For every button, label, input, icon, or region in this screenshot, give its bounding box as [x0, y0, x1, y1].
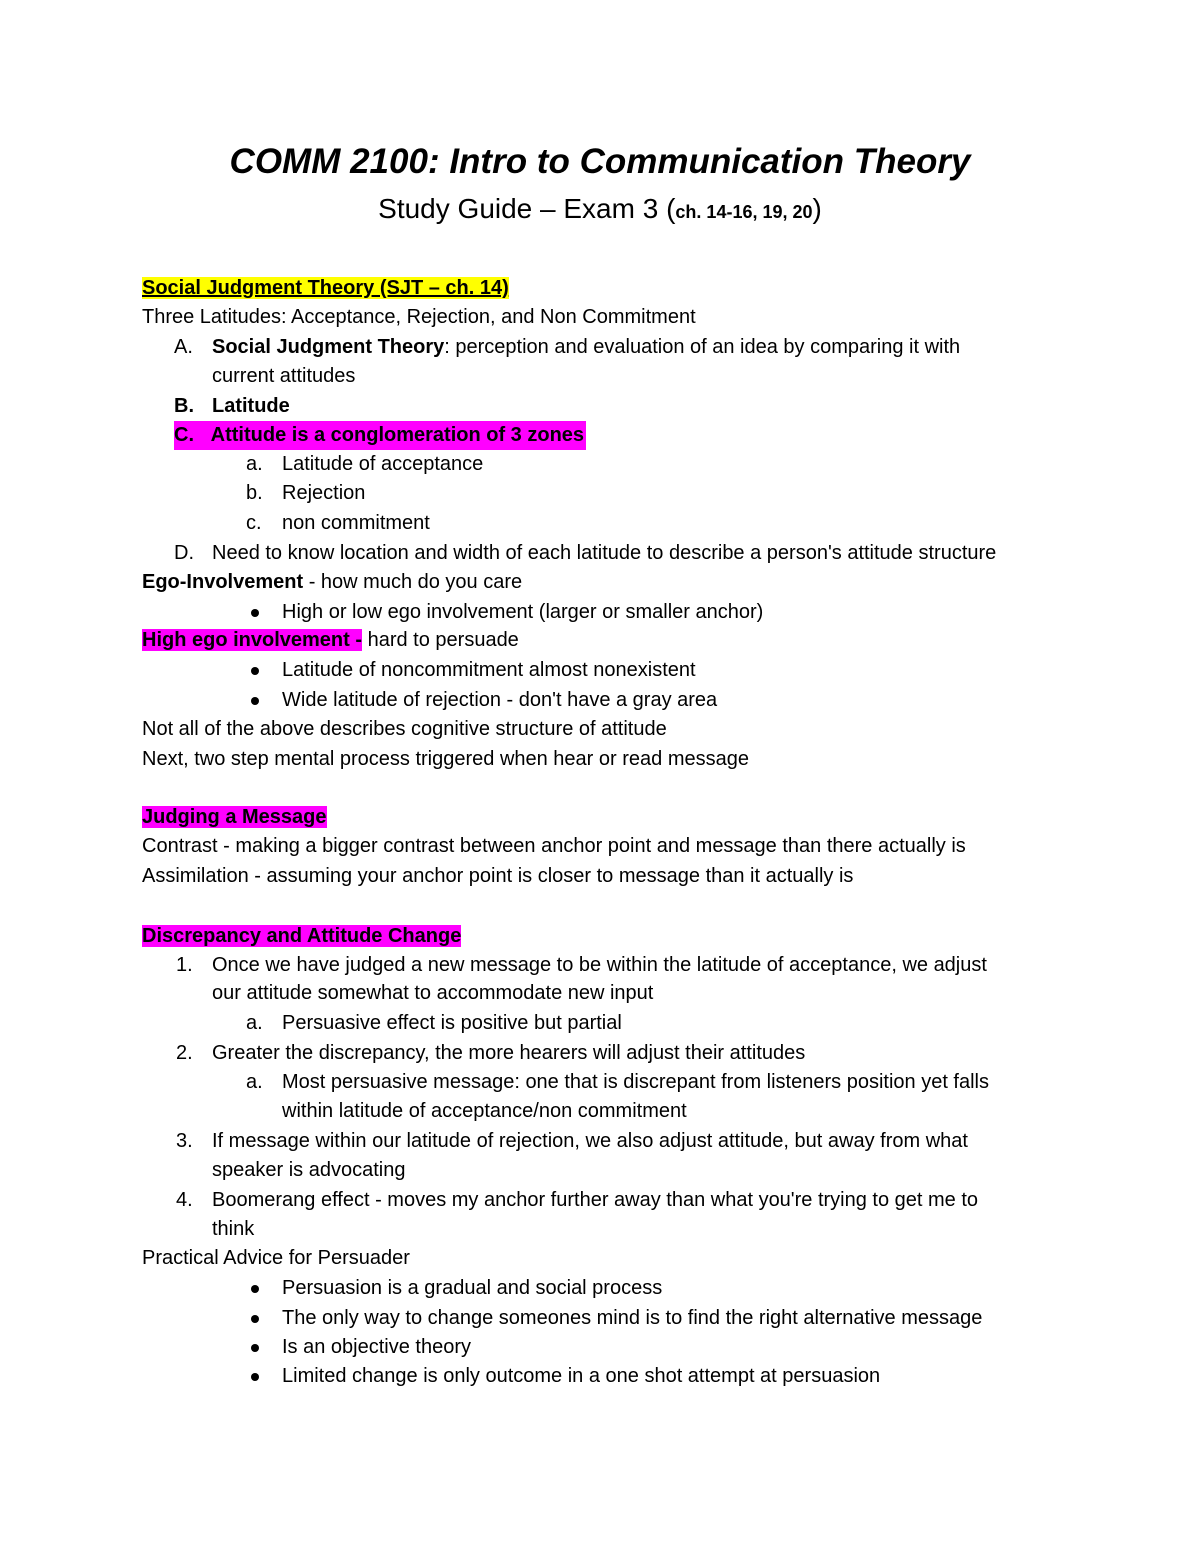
discrepancy-item-1a: Persuasive effect is positive but partial [282, 1012, 622, 1034]
subtitle-chapters: ch. 14-16, 19, 20 [675, 202, 813, 222]
sjt-intro: Three Latitudes: Acceptance, Rejection, and Non Commitment [142, 306, 696, 328]
subtitle-close: ) [812, 193, 822, 224]
advice-bullet: Persuasion is a gradual and social process [282, 1277, 663, 1299]
sjt-c-item-marker: c. [246, 512, 262, 534]
discrepancy-item-4-line-2: think [212, 1218, 255, 1240]
high-ego-bullet: Wide latitude of rejection - don't have a gray area [282, 689, 718, 711]
bullet-icon [251, 1344, 259, 1352]
high-ego-line [142, 626, 519, 655]
sjt-c-item: non commitment [282, 512, 430, 534]
sjt-c-item: Latitude of acceptance [282, 453, 484, 475]
subtitle-main: Study Guide – Exam 3 ( [378, 193, 676, 224]
discrepancy-item-2: Greater the discrepancy, the more hearers will adjust their attitudes [212, 1042, 806, 1064]
sjt-c-item-marker: b. [246, 482, 263, 504]
document-title: COMM 2100: Intro to Communication Theory [229, 142, 971, 181]
sjt-a-line-1 [212, 333, 960, 362]
discrepancy-heading [142, 922, 461, 951]
bullet-icon [251, 609, 259, 617]
high-ego-note-2: Next, two step mental process triggered when hear or read message [142, 748, 749, 770]
advice-bullet: The only way to change someones mind is to find the right alternative message [282, 1307, 983, 1329]
discrepancy-item-1-line-2: our attitude somewhat to accommodate new input [212, 982, 654, 1004]
discrepancy-item-marker: 4. [176, 1189, 193, 1211]
bullet-icon [251, 1373, 259, 1381]
sjt-heading [142, 274, 509, 303]
sjt-c-term: Attitude is a conglomeration of 3 zones [210, 424, 585, 446]
discrepancy-item-4-line-1: Boomerang effect - moves my anchor further away than what you're trying to get me to [212, 1189, 979, 1211]
sjt-d-marker: D. [174, 542, 194, 564]
sjt-a-line-2: current attitudes [212, 365, 356, 387]
high-ego-bullet: Latitude of noncommitment almost nonexistent [282, 659, 696, 681]
sjt-a-marker: A. [174, 336, 193, 358]
discrepancy-item-3-line-1: If message within our latitude of rejection, we also adjust attitude, but away from what [212, 1130, 968, 1152]
judging-heading-text: Judging a Message [142, 806, 327, 828]
sjt-a-term: Social Judgment Theory [212, 336, 445, 358]
ego-bullet: High or low ego involvement (larger or smaller anchor) [282, 601, 764, 623]
sjt-b-marker: B. [174, 395, 194, 417]
sjt-a-def-1: : perception and evaluation of an idea by comparing it with [444, 336, 961, 358]
discrepancy-heading-text: Discrepancy and Attitude Change [142, 925, 462, 947]
discrepancy-item-marker: 2. [176, 1042, 193, 1064]
sjt-c-marker: C. [174, 424, 194, 446]
discrepancy-item-2a-line-2: within latitude of acceptance/non commitment [282, 1100, 687, 1122]
discrepancy-item-marker: 3. [176, 1130, 193, 1152]
high-ego-note-1: Not all of the above describes cognitive structure of attitude [142, 718, 667, 740]
judging-assimilation: Assimilation - assuming your anchor point is closer to message than it actually is [142, 865, 854, 887]
ego-term: Ego-Involvement [142, 571, 304, 593]
bullet-icon [251, 1315, 259, 1323]
discrepancy-subitem-marker: a. [246, 1012, 263, 1034]
high-ego-term: High ego involvement - [142, 629, 363, 651]
bullet-icon [251, 667, 259, 675]
sjt-b-term: Latitude [212, 395, 290, 417]
discrepancy-subitem-marker: a. [246, 1071, 263, 1093]
discrepancy-item-2a-line-1: Most persuasive message: one that is discrepant from listeners position yet falls [282, 1071, 989, 1093]
discrepancy-item-3-line-2: speaker is advocating [212, 1159, 406, 1181]
sjt-heading-text: Social Judgment Theory (SJT – ch. 14) [142, 277, 509, 299]
advice-bullet: Limited change is only outcome in a one shot attempt at persuasion [282, 1365, 881, 1387]
sjt-c-item: Rejection [282, 482, 366, 504]
advice-bullet: Is an objective theory [282, 1336, 471, 1358]
ego-line [142, 568, 522, 597]
discrepancy-item-marker: 1. [176, 954, 193, 976]
judging-heading [142, 803, 327, 832]
document-subtitle [0, 191, 1200, 230]
sjt-c-line [174, 421, 586, 450]
sjt-d-text: Need to know location and width of each latitude to describe a person's attitude structure [212, 542, 997, 564]
judging-contrast: Contrast - making a bigger contrast between anchor point and message than there actually is [142, 835, 966, 857]
discrepancy-item-1-line-1: Once we have judged a new message to be within the latitude of acceptance, we adjust [212, 954, 987, 976]
advice-heading: Practical Advice for Persuader [142, 1247, 410, 1269]
ego-def: - how much do you care [303, 571, 523, 593]
bullet-icon [251, 697, 259, 705]
bullet-icon [251, 1285, 259, 1293]
sjt-c-item-marker: a. [246, 453, 263, 475]
high-ego-def: hard to persuade [362, 629, 519, 651]
